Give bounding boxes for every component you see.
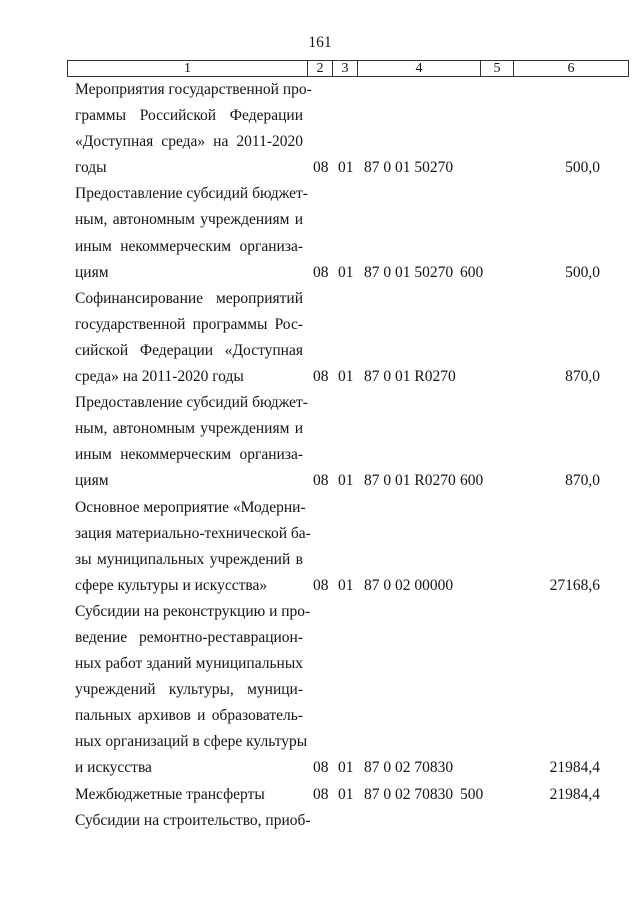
row-name-line: циям [75,472,109,490]
row-name [75,390,308,494]
row-section-code: 08 [313,368,329,386]
row-section-code: 08 [313,785,329,803]
row-name-line: иным некоммерческим организа- [75,237,303,255]
table-header [67,60,629,77]
row-target-code: 87 0 01 R0270 [364,368,456,386]
row-name-line: зация материально-технической ба- [75,524,311,542]
row-name-line: граммы Российской Федерации [75,107,303,125]
row-name-line: ных организаций в сфере культуры [75,733,308,751]
row-amount: 21984,4 [549,759,600,777]
row-target-code: 87 0 02 00000 [364,576,454,594]
row-name [75,599,311,782]
row-amount: 27168,6 [549,576,600,594]
row-name-line: пальных архивов и образователь- [75,707,303,725]
row-target-code: 87 0 02 70830 [364,759,454,777]
row-target-code: 87 0 02 70830 [364,785,454,803]
header-col-3: 3 [333,61,358,76]
header-col-5: 5 [481,61,514,76]
row-name-line: и искусства [75,759,152,777]
table-row [0,390,640,494]
row-name [75,181,308,285]
row-name-line: Предоставление субсидий бюджет- [75,185,308,203]
row-name-line: годы [75,159,107,177]
table-row [0,495,640,599]
row-name-line: Основное мероприятие «Модерни- [75,498,306,516]
row-expense-type-code: 600 [460,472,484,490]
table-row [0,181,640,285]
row-amount: 21984,4 [549,785,600,803]
row-target-code: 87 0 01 50270 [364,159,454,177]
row-name-line: сийской Федерации «Доступная [75,341,303,359]
header-col-2: 2 [308,61,333,76]
row-name-line: государственной программы Рос- [75,315,303,333]
row-name-line: Субсидии на реконструкцию и про- [75,602,311,620]
row-expense-type-code: 600 [460,263,484,281]
row-subsection-code: 01 [338,263,354,281]
row-subsection-code: 01 [338,472,354,490]
page-number: 161 [308,34,332,51]
row-amount: 870,0 [565,472,600,490]
row-amount: 870,0 [565,368,600,386]
row-name-line: среда» на 2011-2020 годы [75,368,244,386]
row-section-code: 08 [313,159,329,177]
row-name-line: учреждений культуры, муници- [75,681,303,699]
table-body [0,77,640,834]
table-row [0,782,640,808]
row-subsection-code: 01 [338,368,354,386]
row-subsection-code: 01 [338,576,354,594]
row-name [75,286,303,390]
row-name-line: циям [75,263,109,281]
header-col-4: 4 [358,61,481,76]
row-name [75,782,303,808]
row-name-line: Субсидии на строительство, приоб- [75,811,311,829]
row-name [75,495,311,599]
row-name [75,77,312,181]
row-subsection-code: 01 [338,159,354,177]
row-section-code: 08 [313,576,329,594]
row-name-line: ных работ зданий муниципальных [75,655,303,673]
row-amount: 500,0 [565,263,600,281]
row-section-code: 08 [313,472,329,490]
row-name-line: Софинансирование мероприятий [75,289,303,307]
row-subsection-code: 01 [338,759,354,777]
table-row [0,599,640,782]
table-row [0,808,640,834]
row-section-code: 08 [313,263,329,281]
row-expense-type-code: 500 [460,785,484,803]
header-col-1: 1 [68,61,308,76]
row-target-code: 87 0 01 R0270 [364,472,456,490]
row-name-line: ным, автономным учреждениям и [75,420,303,438]
row-name-line: зы муниципальных учреждений в [75,550,303,568]
row-amount: 500,0 [565,159,600,177]
header-col-6: 6 [567,61,575,76]
row-name-line: Предоставление субсидий бюджет- [75,394,308,412]
row-subsection-code: 01 [338,785,354,803]
row-name [75,808,311,834]
row-name-line: иным некоммерческим организа- [75,446,303,464]
row-name-line: Мероприятия государственной про- [75,81,312,98]
row-section-code: 08 [313,759,329,777]
row-name-line: ным, автономным учреждениям и [75,211,303,229]
row-name-line: сфере культуры и искусства» [75,576,268,594]
row-target-code: 87 0 01 50270 [364,263,454,281]
row-name-line: ведение ремонтно-реставрацион- [75,628,303,646]
row-name-line: «Доступная среда» на 2011-2020 [75,133,303,151]
row-name-line: Межбюджетные трансферты [75,785,265,803]
table-row [0,77,640,181]
table-row [0,286,640,390]
